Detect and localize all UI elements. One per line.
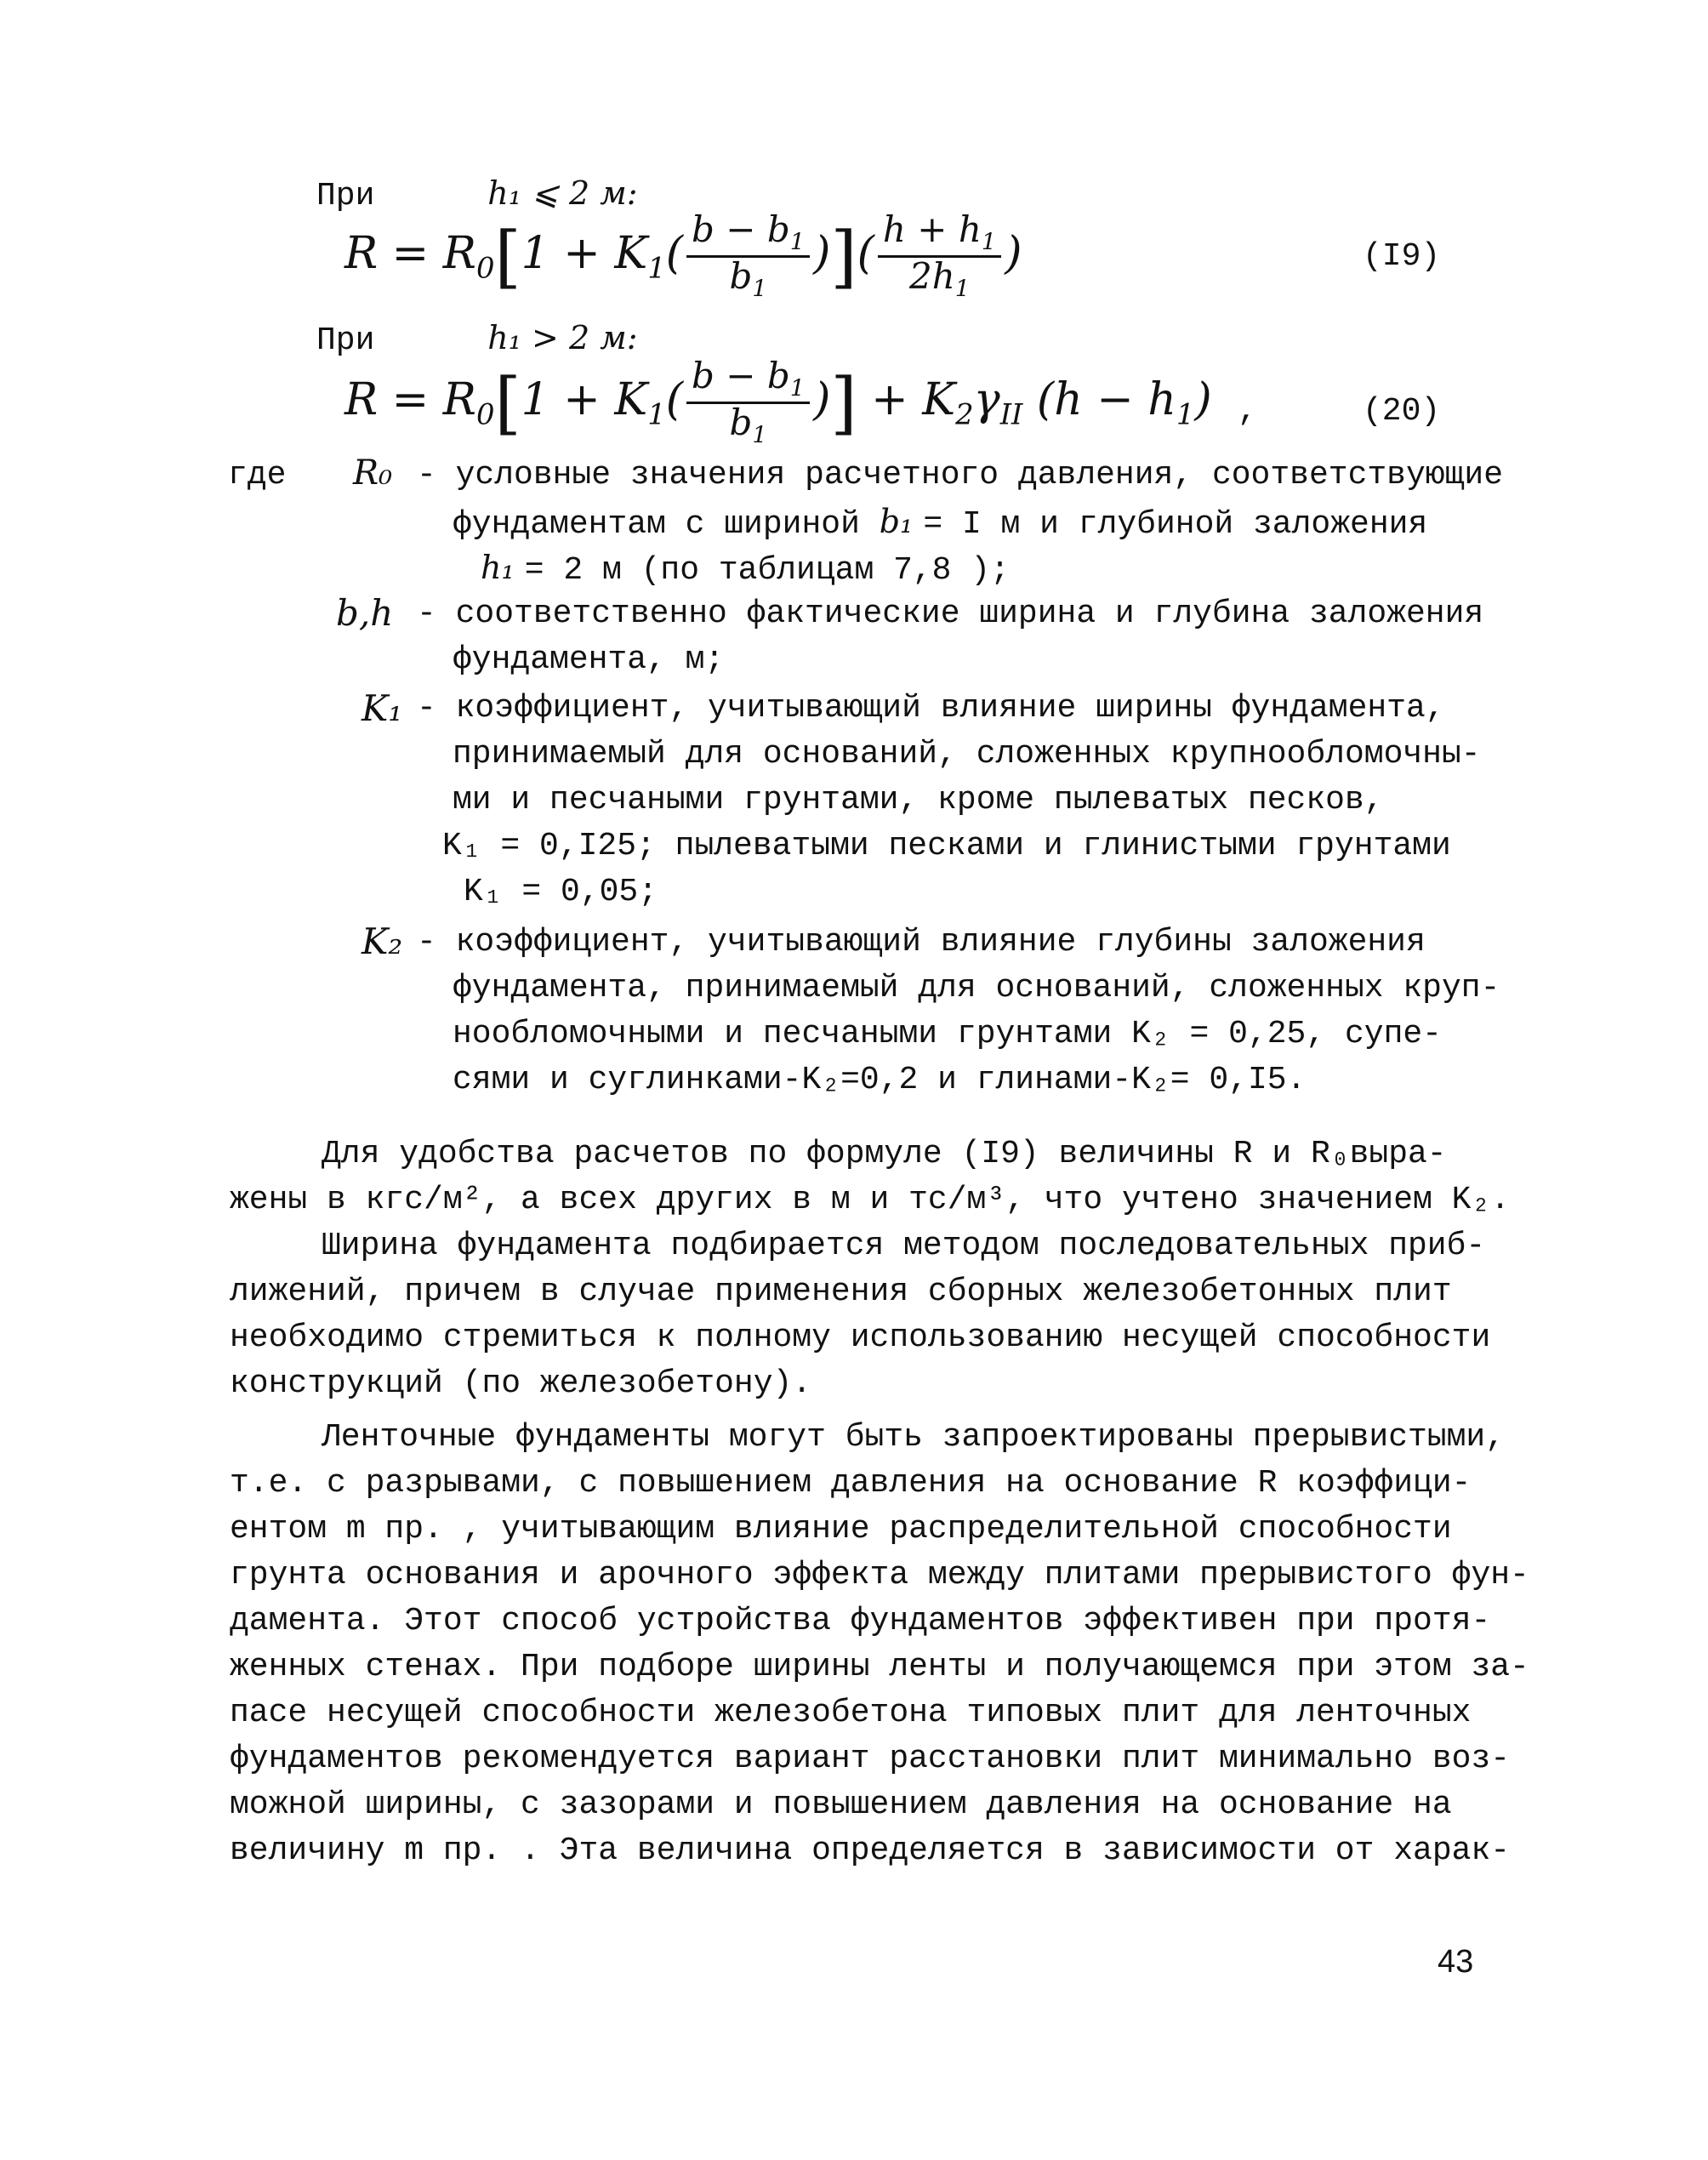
page-number: 43 [1438,1944,1474,1980]
condition-1 [316,174,638,214]
p3-line-7: пасе несущей способности железобетона типовых плит для ленточных [230,1695,1472,1731]
condition-2-math: h₁ > 2 м: [487,319,638,356]
k2-symbol: K₂ [362,920,403,962]
p3-line-2: т.е. с разрывами, с повышением давления на основание R коэффици- [230,1465,1472,1502]
equation-20-number: (20) [1363,393,1441,430]
p3-line-3: ентом m пр. , учитывающим влияние распределительной способности [230,1511,1452,1547]
bh-line-1: - соответственно фактические ширина и глубина заложения [417,596,1484,632]
k2-line-3: нообломочными и песчаными грунтами K₂ = 0,25, супе- [453,1016,1442,1052]
r0-line-2-text: фундаментам с шириной [453,506,860,543]
k1-line-2: принимаемый для оснований, сложенных крупнообломочны- [453,736,1481,772]
r0-line-2 [453,503,1427,543]
k1-line-1: - коэффициент, учитывающий влияние ширины фундамента, [417,690,1445,727]
p2-line-4: конструкций (по железобетону). [230,1365,812,1402]
p3-line-1: Ленточные фундаменты могут быть запроектированы прерывистыми, [322,1419,1506,1456]
k2-line-1: - коэффициент, учитывающий влияние глубины заложения [417,924,1426,960]
r0-line-3 [481,549,1010,589]
k1-line-5: K₁ = 0,05; [464,874,658,910]
p3-line-4: грунта основания и арочного эффекта между плитами прерывистого фун- [230,1557,1529,1593]
p3-line-10: величину m пр. . Эта величина определяется в зависимости от харак- [230,1832,1511,1869]
p3-line-9: можной ширины, с зазорами и повышением давления на основание на [230,1787,1452,1823]
p3-line-8: фундаментов рекомендуется вариант расстановки плит минимально воз- [230,1741,1511,1777]
p1-line-1: Для удобства расчетов по формуле (I9) величины R и R₀выра- [322,1136,1447,1172]
k2-line-4: сями и суглинками-K₂=0,2 и глинами-K₂= 0,I5. [453,1062,1307,1098]
p1-line-2: жены в кгс/м², а всех других в м и тс/м³, что учтено значением K₂. [230,1182,1511,1218]
k1-line-4: K₁ = 0,I25; пылеватыми песками и глинистыми грунтами [442,828,1451,864]
bh-line-2: фундамента, м; [453,641,725,678]
condition-1-label: При [316,178,375,214]
p2-line-1: Ширина фундамента подбирается методом последовательных приб- [322,1228,1486,1264]
equation-20: $R = R_0[1 + K_1$( $\frac{b - b_1}{b_1}$ )] + $K_2\gamma_{II}$ $(h - h_1)$ [344,355,1212,449]
p2-line-3: необходимо стремиться к полному использованию несущей способности [230,1319,1491,1356]
condition-1-math: h₁ ⩽ 2 м: [487,174,638,212]
r0-symbol: R₀ [353,453,393,493]
k1-line-3: ми и песчаными грунтами, кроме пылеватых песков, [453,782,1384,818]
where-label: где [228,457,287,493]
k2-line-2: фундамента, принимаемый для оснований, сложенных круп- [453,970,1500,1006]
r0-line-3-text: = 2 м (по таблицам 7,8 ); [524,552,1010,589]
b1-symbol: b₁ [879,503,924,540]
h1-symbol: h₁ [481,549,525,586]
condition-2-label: При [316,322,375,359]
bh-symbol: b,h [336,592,394,634]
p2-line-2: лижений, причем в случае применения сборных железобетонных плит [230,1274,1452,1310]
p3-line-5: дамента. Этот способ устройства фундаментов эффективен при протя- [230,1603,1491,1639]
p3-line-6: женных стенах. При подборе ширины ленты и получающемся при этом за- [230,1649,1529,1685]
condition-2 [316,319,638,359]
r0-line-1: - условные значения расчетного давления, соответствующие [417,457,1504,493]
k1-symbol: K₁ [362,687,403,729]
equation-20-comma: , [1238,393,1257,430]
equation-19: $R = R_0[1 + K_1$( $\frac{b - b_1}{b_1}$ )]( $\frac{h + h_1}{2h_1}$ ) [344,208,1022,303]
r0-line-2-rest: = I м и глубиной заложения [923,506,1428,543]
equation-19-number: (I9) [1363,238,1441,275]
